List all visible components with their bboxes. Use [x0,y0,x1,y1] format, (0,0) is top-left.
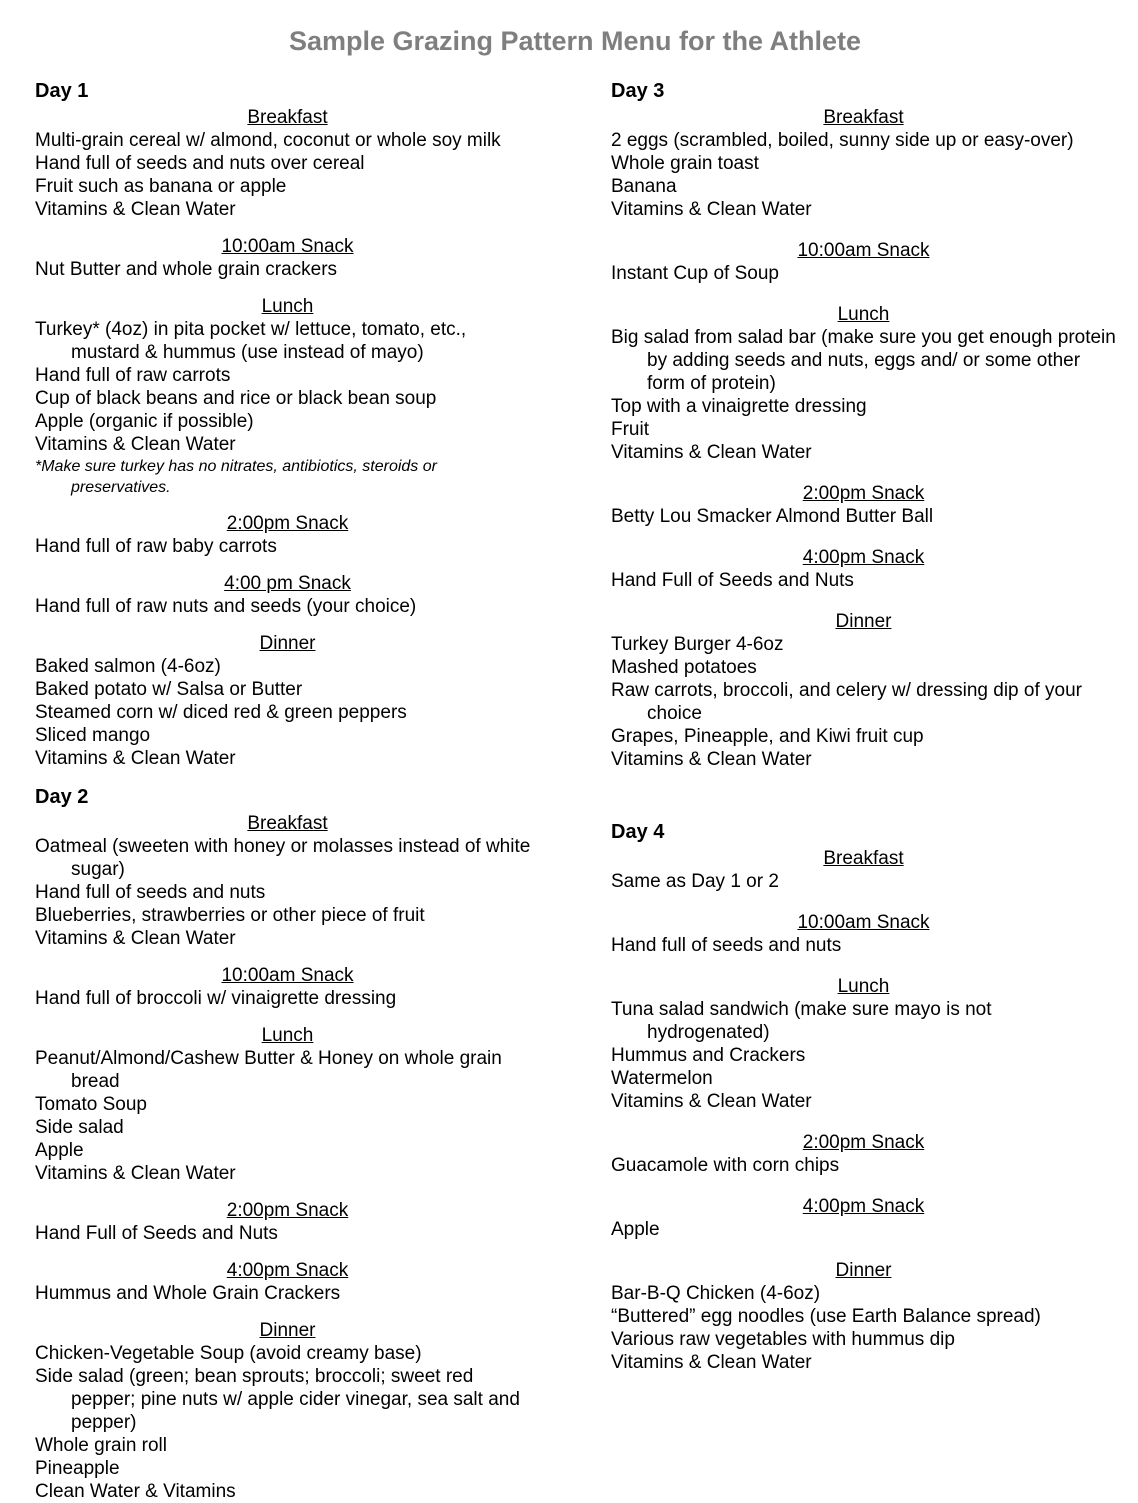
meal-title: Breakfast [247,107,328,128]
day-2-title: Day 2 [35,786,89,808]
day-4-section [611,819,1116,1374]
menu-item: Apple [35,1140,84,1161]
menu-item: Fruit such as banana or apple [35,176,287,197]
day-4-snack-2pm [611,1131,1116,1177]
meal-title: 10:00am Snack [221,236,354,257]
menu-item: Banana [611,176,677,197]
meal-title: Dinner [835,1260,892,1281]
day-1-snack-2pm [35,512,540,558]
meal-title: 4:00pm Snack [226,1260,349,1281]
menu-item: Hand Full of Seeds and Nuts [611,570,854,591]
meal-title: Breakfast [823,107,904,128]
menu-item: Instant Cup of Soup [611,263,779,284]
menu-item: Vitamins & Clean Water [611,1091,812,1112]
day-3-snack-4pm [611,546,1116,592]
menu-item: Top with a vinaigrette dressing [611,396,867,417]
menu-item: Vitamins & Clean Water [35,928,236,949]
menu-item: Side salad (green; bean sprouts; broccoli; sweet red pepper; pine nuts w/ apple cider vinegar, sea salt and pepper) [35,1366,520,1433]
menu-item: Whole grain toast [611,153,759,174]
menu-item: Baked potato w/ Salsa or Butter [35,679,303,700]
day-4-lunch [611,975,1116,1113]
menu-item: 2 eggs (scrambled, boiled, sunny side up or easy-over) [611,130,1074,151]
menu-item: Grapes, Pineapple, and Kiwi fruit cup [611,726,924,747]
day-1-snack-4pm [35,572,540,618]
day-3-breakfast [611,106,1116,221]
day-4-snack-4pm [611,1195,1116,1241]
left-column [35,76,540,1503]
menu-item: Turkey* (4oz) in pita pocket w/ lettuce, tomato, etc., mustard & hummus (use instead of mayo) [35,319,467,363]
menu-item: Hand Full of Seeds and Nuts [35,1223,278,1244]
day-2-lunch [35,1024,540,1185]
menu-item: Hand full of broccoli w/ vinaigrette dressing [35,988,397,1009]
meal-title: 2:00pm Snack [802,1132,925,1153]
menu-item: Apple [611,1219,660,1240]
menu-item: Vitamins & Clean Water [611,1352,812,1373]
meal-title: Breakfast [823,848,904,869]
day-2-snack-10am [35,964,540,1010]
menu-item: Tomato Soup [35,1094,147,1115]
menu-item: Multi-grain cereal w/ almond, coconut or whole soy milk [35,130,501,151]
menu-item: Vitamins & Clean Water [35,1163,236,1184]
page-title: Sample Grazing Pattern Menu for the Athlete [288,26,862,56]
day-2-breakfast [35,812,540,950]
menu-item: Fruit [611,419,649,440]
day-3-section [611,78,1116,771]
meal-title: 4:00pm Snack [802,547,925,568]
meal-title: Dinner [259,1320,316,1341]
day-3-lunch [611,303,1116,464]
meal-title: Lunch [261,296,314,317]
menu-item: Apple (organic if possible) [35,411,254,432]
meal-title: 4:00 pm Snack [224,573,351,594]
day-1-dinner [35,632,540,770]
meal-title: 10:00am Snack [221,965,354,986]
day-2-snack-2pm [35,1199,540,1245]
meal-title: Lunch [837,976,890,997]
menu-item: Sliced mango [35,725,151,746]
day-4-dinner [611,1259,1116,1374]
menu-item: Blueberries, strawberries or other piece of fruit [35,905,425,926]
menu-item: Hand full of raw baby carrots [35,536,277,557]
meal-title: 10:00am Snack [797,240,930,261]
menu-item: Mashed potatoes [611,657,757,678]
day-3-dinner [611,610,1116,771]
day-2-section [35,784,540,1503]
menu-item: Hand full of seeds and nuts over cereal [35,153,365,174]
menu-item: Same as Day 1 or 2 [611,871,779,892]
day-1-section [35,78,540,770]
lunch-footnote: *Make sure turkey has no nitrates, antibiotics, steroids or preservatives. [35,458,437,496]
menu-item: Watermelon [611,1068,713,1089]
menu-item: Hand full of raw carrots [35,365,231,386]
menu-item: Steamed corn w/ diced red & green peppers [35,702,407,723]
day-2-dinner [35,1319,540,1503]
menu-item: Guacamole with corn chips [611,1155,840,1176]
menu-item: Betty Lou Smacker Almond Butter Ball [611,506,934,527]
menu-item: Tuna salad sandwich (make sure mayo is not hydrogenated) [611,999,992,1043]
menu-item: Vitamins & Clean Water [611,749,812,770]
day-3-title: Day 3 [611,80,665,102]
meal-title: 2:00pm Snack [802,483,925,504]
menu-item: Vitamins & Clean Water [611,442,812,463]
day-1-breakfast [35,106,540,221]
day-4-snack-10am [611,911,1116,957]
meal-title: 10:00am Snack [797,912,930,933]
menu-item: Chicken-Vegetable Soup (avoid creamy base) [35,1343,422,1364]
menu-item: Bar-B-Q Chicken (4-6oz) [611,1283,821,1304]
meal-title: Dinner [259,633,316,654]
day-4-breakfast [611,847,1116,893]
day-3-snack-2pm [611,482,1116,528]
menu-item: Hummus and Crackers [611,1045,806,1066]
menu-item: Whole grain roll [35,1435,167,1456]
day-2-snack-4pm [35,1259,540,1305]
menu-item: Clean Water & Vitamins [35,1481,236,1502]
menu-item: Cup of black beans and rice or black bean soup [35,388,437,409]
menu-item: Hummus and Whole Grain Crackers [35,1283,341,1304]
menu-item: Vitamins & Clean Water [35,199,236,220]
menu-item: Vitamins & Clean Water [35,434,236,455]
meal-title: 2:00pm Snack [226,1200,349,1221]
day-1-lunch [35,295,540,498]
day-3-snack-10am [611,239,1116,285]
meal-title: Breakfast [247,813,328,834]
menu-item: Nut Butter and whole grain crackers [35,259,338,280]
meal-title: 2:00pm Snack [226,513,349,534]
menu-item: Turkey Burger 4-6oz [611,634,784,655]
menu-item: Peanut/Almond/Cashew Butter & Honey on whole grain bread [35,1048,502,1092]
meal-title: Lunch [837,304,890,325]
menu-item: Oatmeal (sweeten with honey or molasses instead of white sugar) [35,836,531,880]
menu-item: Side salad [35,1117,124,1138]
menu-item: Vitamins & Clean Water [611,199,812,220]
day-1-snack-10am [35,235,540,281]
menu-item: Hand full of raw nuts and seeds (your choice) [35,596,417,617]
menu-item: “Buttered” egg noodles (use Earth Balance spread) [611,1306,1041,1327]
menu-item: Pineapple [35,1458,120,1479]
meal-title: Dinner [835,611,892,632]
day-4-title: Day 4 [611,821,665,843]
menu-item: Hand full of seeds and nuts [611,935,842,956]
menu-item: Baked salmon (4-6oz) [35,656,221,677]
menu-item: Vitamins & Clean Water [35,748,236,769]
menu-item: Raw carrots, broccoli, and celery w/ dressing dip of your choice [611,680,1082,724]
meal-title: 4:00pm Snack [802,1196,925,1217]
meal-title: Lunch [261,1025,314,1046]
menu-item: Hand full of seeds and nuts [35,882,266,903]
day-1-title: Day 1 [35,80,89,102]
menu-item: Big salad from salad bar (make sure you get enough protein by adding seeds and nuts, eggs and/ or some other form of protein) [611,327,1116,394]
right-column [611,76,1116,1374]
menu-item: Various raw vegetables with hummus dip [611,1329,955,1350]
